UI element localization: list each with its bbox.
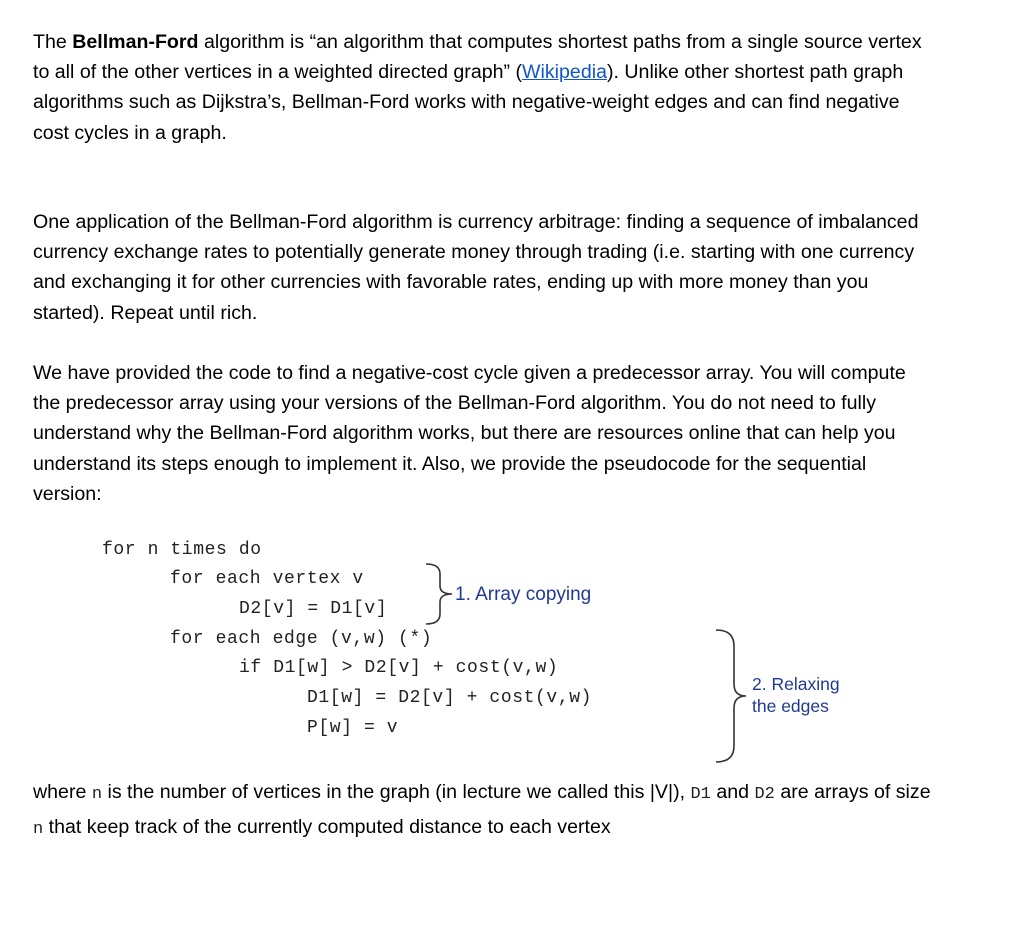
- relaxing-edges-line-2: the edges: [752, 696, 829, 716]
- pseudocode-line-2: for each vertex v: [170, 569, 364, 589]
- inline-code-d2: D2: [754, 785, 775, 804]
- explanation-text-3: and: [710, 781, 755, 803]
- pseudocode-line-1: for n times do: [102, 540, 262, 560]
- intro-text-quote: algorithm is “an algorithm that computes shortest paths from a single source vertex to all of the other vertices in a weighted directed graph” (: [33, 31, 922, 84]
- provided-code-paragraph: We have provided the code to find a negative-cost cycle given a predecessor array. You will compute the predecessor array using your versions of the Bellman-Ford algorithm. You do not need to fully understand why the Bellman-Ford algorithm works, but there are resources online that can help you understand its steps enough to implement it. Also, we provide the pseudocode for the sequential version:: [33, 362, 906, 505]
- inline-code-n-size: n: [33, 820, 44, 839]
- explanation-text-4: are arrays of size: [774, 781, 931, 803]
- relaxing-edges-brace: [710, 628, 750, 764]
- pseudocode-line-4: for each edge (v,w) (*): [170, 629, 433, 649]
- application-paragraph: One application of the Bellman-Ford algorithm is currency arbitrage: finding a sequence of imbalanced currency exchange rates to potentially generate money through trading (i.e. starting with one currency and exchanging it for other currencies with favorable rates, ending up with more money than you started). Repeat until rich.: [33, 211, 919, 324]
- intro-text-start: The: [33, 31, 73, 53]
- explanation-text-2: is the number of vertices in the graph (in lecture we called this |V|),: [102, 781, 691, 803]
- array-copying-label: 1. Array copying: [455, 584, 592, 605]
- explanation-text-5: that keep track of the currently computed distance to each vertex: [43, 816, 611, 838]
- relaxing-edges-line-1: 2. Relaxing: [752, 674, 840, 694]
- inline-code-d1: D1: [690, 785, 711, 804]
- wikipedia-link[interactable]: Wikipedia: [522, 61, 607, 84]
- pseudocode-line-3: D2[v] = D1[v]: [239, 599, 388, 619]
- pseudocode-line-6: D1[w] = D2[v] + cost(v,w): [307, 688, 593, 708]
- bellman-ford-bold: Bellman-Ford: [72, 31, 199, 53]
- explanation-text-1: where: [33, 781, 92, 803]
- pseudocode-line-5: if D1[w] > D2[v] + cost(v,w): [239, 658, 559, 678]
- array-copying-brace: [418, 562, 458, 626]
- intro-text-end: ). Unlike other shortest path graph algorithms such as Dijkstra’s, Bellman-Ford works with negative-weight edges and can find negative cost cycles in a graph.: [33, 61, 904, 144]
- relaxing-edges-label: [752, 673, 840, 717]
- inline-code-n: n: [91, 785, 103, 804]
- explanation-paragraph: [33, 776, 933, 846]
- pseudocode-line-7: P[w] = v: [307, 718, 399, 738]
- intro-paragraph: [33, 27, 933, 148]
